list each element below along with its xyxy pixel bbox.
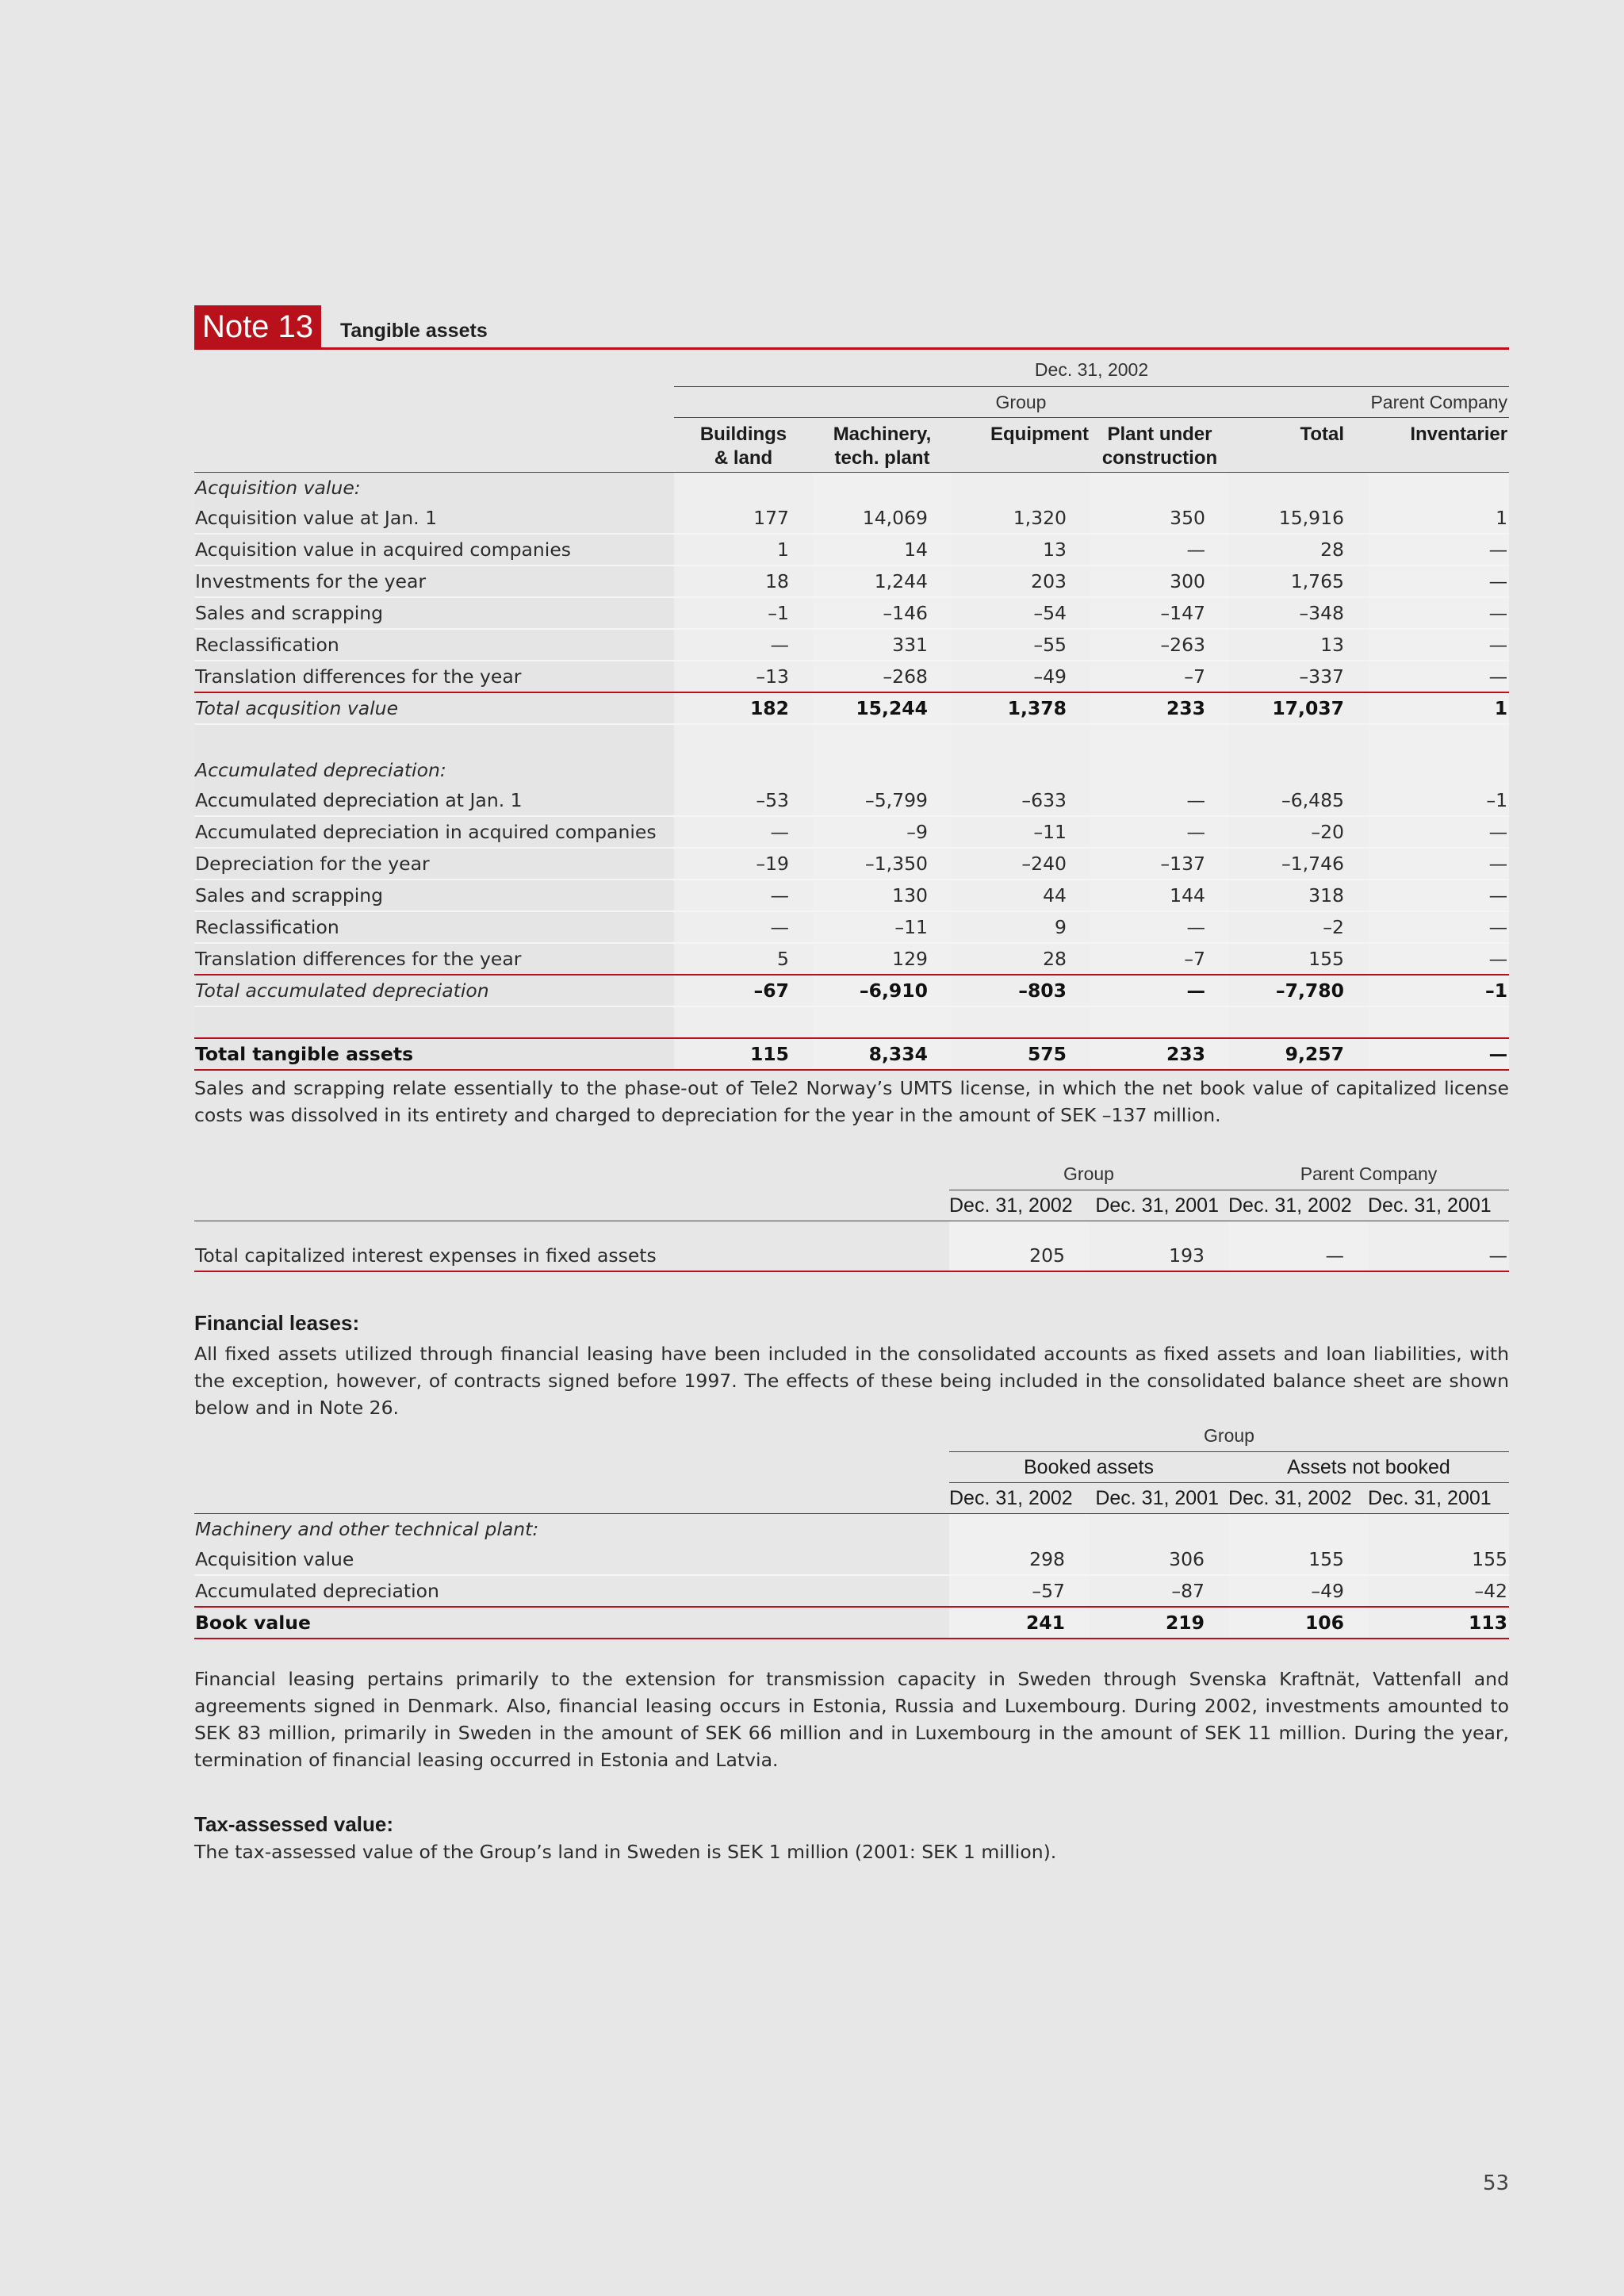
table-cell: — [1368,880,1509,911]
table-cell: — [1090,975,1229,1006]
t3-total-label: Book value [194,1607,949,1639]
table-cell: –67 [674,975,813,1006]
row-label: Investments for the year [194,565,674,597]
table-cell: 182 [674,692,813,724]
table-cell: –1,746 [1229,848,1368,880]
table-cell: 130 [813,880,952,911]
row-label: Translation differences for the year [194,661,674,692]
t2-date-4: Dec. 31, 2001 [1368,1190,1509,1221]
acq-heading: Acquisition value: [194,473,674,504]
table-row [194,880,1509,911]
parent-company-header: Parent Company [1368,387,1509,418]
table-cell: –53 [674,785,813,816]
table-cell: — [1368,661,1509,692]
t2-group-header: Group [949,1158,1228,1190]
row-label: Sales and scrapping [194,597,674,629]
table-cell: — [674,629,813,661]
table-cell: 44 [952,880,1090,911]
table-cell: –147 [1090,597,1229,629]
row-label: Acquisition value in acquired companies [194,534,674,565]
financial-leases-table [194,1420,1509,1639]
table-cell: 177 [674,503,813,534]
table-cell: 350 [1090,503,1229,534]
table-cell: 129 [813,943,952,975]
table-cell: 8,334 [813,1038,952,1070]
table-cell: 233 [1090,692,1229,724]
table-cell: –7 [1090,943,1229,975]
table-cell: 575 [952,1038,1090,1070]
table-cell: 203 [952,565,1090,597]
table-cell: –7,780 [1229,975,1368,1006]
row-label: Accumulated depreciation in acquired companies [194,816,674,848]
table-cell: 15,916 [1229,503,1368,534]
row-label: Depreciation for the year [194,848,674,880]
table-cell: — [1368,1038,1509,1070]
table-cell: — [1368,816,1509,848]
table-cell: –11 [813,911,952,943]
table-row [194,1544,1509,1575]
table-cell: — [674,880,813,911]
table-row [194,629,1509,661]
table-cell: — [1090,816,1229,848]
table-row [194,534,1509,565]
financial-leases-heading: Financial leases: [194,1311,360,1335]
table-row [194,503,1509,534]
table-cell: 331 [813,629,952,661]
booked-assets-header: Booked assets [949,1452,1228,1483]
table-cell: –49 [952,661,1090,692]
col-head-plant: Plant under construction [1090,418,1229,473]
t2-cell: 193 [1089,1240,1228,1271]
table-cell: — [674,816,813,848]
table-cell: –6,485 [1229,785,1368,816]
table-cell: 1,244 [813,565,952,597]
table-cell: 1,320 [952,503,1090,534]
row-label: Acquisition value at Jan. 1 [194,503,674,534]
t2-parent-header: Parent Company [1228,1158,1509,1190]
col-head-inventarier: Inventarier [1368,418,1509,473]
col-head-equipment: Equipment [952,418,1090,473]
table-row [194,1575,1509,1607]
table-cell: 15,244 [813,692,952,724]
table-cell: — [1368,848,1509,880]
t3-cell: 106 [1228,1607,1368,1639]
table-row [194,1038,1509,1070]
table-row [194,661,1509,692]
note-badge: Note 13 [194,305,321,348]
group-header: Group [674,387,1368,418]
sales-scrapping-note: Sales and scrapping relate essentially to the phase-out of Tele2 Norway’s UMTS license, in which the net book value of capitalized license costs was dissolved in its entirety and charged to depreciation for the year in the amount of SEK –137 million. [194,1077,1509,1126]
table-cell: –348 [1229,597,1368,629]
table-cell: –6,910 [813,975,952,1006]
table-row [194,565,1509,597]
t3-cell: –49 [1228,1575,1368,1607]
row-label: Reclassification [194,911,674,943]
table-cell: 5 [674,943,813,975]
table-cell: –9 [813,816,952,848]
table-cell: –55 [952,629,1090,661]
table-row [194,943,1509,975]
table-cell: –13 [674,661,813,692]
assets-not-booked-header: Assets not booked [1228,1452,1509,1483]
table-cell: –5,799 [813,785,952,816]
col-head-machinery: Machinery, tech. plant [813,418,952,473]
table-cell: 13 [1229,629,1368,661]
financial-leases-text: All fixed assets utilized through financial leasing have been included in the consolidated accounts as fixed assets and loan liabilities, with the exception, however, of contracts signed before 1997. The effects of these being included in the consolidated balance sheet are shown below and in Note 26. [194,1343,1509,1419]
table-row [194,785,1509,816]
col-head-buildings: Buildings & land [674,418,813,473]
note-title: Tangible assets [340,320,488,342]
t2-cell: — [1368,1240,1509,1271]
table-cell: 115 [674,1038,813,1070]
table-cell: — [1368,629,1509,661]
t3-date-1: Dec. 31, 2002 [949,1483,1089,1514]
table-cell: — [1090,911,1229,943]
table-cell: 144 [1090,880,1229,911]
table-cell: –337 [1229,661,1368,692]
table-cell: 155 [1229,943,1368,975]
table-row [194,975,1509,1006]
table-cell: — [1368,534,1509,565]
table-cell: –1,350 [813,848,952,880]
table-cell: — [1368,597,1509,629]
row-label: Total acqusition value [194,692,674,724]
table-cell: 28 [1229,534,1368,565]
table-cell: — [1090,785,1229,816]
row-label: Sales and scrapping [194,880,674,911]
t3-cell: –42 [1368,1575,1509,1607]
dep-heading: Accumulated depreciation: [194,755,674,785]
date-header: Dec. 31, 2002 [674,353,1509,387]
table-cell: –19 [674,848,813,880]
note-header [194,305,1509,350]
table-cell: –7 [1090,661,1229,692]
table-cell: –137 [1090,848,1229,880]
table-row [194,692,1509,724]
t3-cell: 155 [1228,1544,1368,1575]
table-cell: 14 [813,534,952,565]
table-row [194,848,1509,880]
tax-assessed-text: The tax-assessed value of the Group’s land in Sweden is SEK 1 million (2001: SEK 1 million). [194,1841,1057,1863]
t3-date-4: Dec. 31, 2001 [1368,1483,1509,1514]
table-cell: 318 [1229,880,1368,911]
tangible-assets-table [194,353,1509,1071]
tax-assessed-heading: Tax-assessed value: [194,1812,393,1836]
t3-cell: 155 [1368,1544,1509,1575]
table-cell: 1 [1368,692,1509,724]
note-rule [194,347,1509,350]
row-label: Total accumulated depreciation [194,975,674,1006]
t3-date-2: Dec. 31, 2001 [1089,1483,1228,1514]
table-cell: — [1368,911,1509,943]
table-cell: –1 [1368,785,1509,816]
t2-cell: — [1228,1240,1368,1271]
table-cell: 1 [1368,503,1509,534]
t2-row-label: Total capitalized interest expenses in fixed assets [194,1240,949,1271]
table-cell: — [1368,565,1509,597]
table-row [194,911,1509,943]
table-cell: –1 [1368,975,1509,1006]
t3-row-label: Acquisition value [194,1544,949,1575]
table-row [194,816,1509,848]
table-cell: 13 [952,534,1090,565]
table-cell: –11 [952,816,1090,848]
t2-date-1: Dec. 31, 2002 [949,1190,1089,1221]
table-cell: –633 [952,785,1090,816]
t3-cell: –57 [949,1575,1089,1607]
table-cell: –263 [1090,629,1229,661]
row-label: Accumulated depreciation at Jan. 1 [194,785,674,816]
table-cell: — [1090,534,1229,565]
table-cell: –240 [952,848,1090,880]
table-row [194,597,1509,629]
capitalized-interest-table [194,1158,1509,1272]
table-cell: 1,765 [1229,565,1368,597]
row-label: Reclassification [194,629,674,661]
t3-cell: 306 [1089,1544,1228,1575]
t2-date-2: Dec. 31, 2001 [1089,1190,1228,1221]
table-cell: 14,069 [813,503,952,534]
row-label: Total tangible assets [194,1038,674,1070]
table-cell: 233 [1090,1038,1229,1070]
t3-cell: 113 [1368,1607,1509,1639]
t3-cell: 298 [949,1544,1089,1575]
table-cell: –54 [952,597,1090,629]
row-label: Translation differences for the year [194,943,674,975]
col-head-total: Total [1229,418,1368,473]
table-cell: –268 [813,661,952,692]
table-row [194,1607,1509,1639]
table-cell: — [1368,943,1509,975]
financial-leasing-note: Financial leasing pertains primarily to the extension for transmission capacity in Sweden through Svenska Kraftnät, Vattenfall and agreements signed in Denmark. Also, financial leasing occurs in Estonia, Russia and Luxembourg. During 2002, investments amounted to SEK 83 million, primarily in Sweden in the amount of SEK 66 million and in Luxembourg in the amount of SEK 11 million. During the year, termination of financial leasing occurred in Estonia and Latvia. [194,1668,1509,1771]
page-number: 53 [1483,2171,1510,2195]
t3-row-label: Accumulated depreciation [194,1575,949,1607]
table-cell: — [674,911,813,943]
table-cell: 1,378 [952,692,1090,724]
t3-heading: Machinery and other technical plant: [195,1518,539,1540]
table-cell: 17,037 [1229,692,1368,724]
table-cell: 28 [952,943,1090,975]
table-cell: 9,257 [1229,1038,1368,1070]
table-cell: –146 [813,597,952,629]
t3-cell: 219 [1089,1607,1228,1639]
table-cell: 1 [674,534,813,565]
table-cell: 9 [952,911,1090,943]
t3-cell: 241 [949,1607,1089,1639]
table-cell: –1 [674,597,813,629]
t3-cell: –87 [1089,1575,1228,1607]
table-cell: 300 [1090,565,1229,597]
table-cell: 18 [674,565,813,597]
table-cell: –803 [952,975,1090,1006]
table-cell: –20 [1229,816,1368,848]
t3-date-3: Dec. 31, 2002 [1228,1483,1368,1514]
t2-date-3: Dec. 31, 2002 [1228,1190,1368,1221]
t2-cell: 205 [949,1240,1089,1271]
table-row [194,1240,1509,1271]
t3-group-header: Group [949,1420,1509,1452]
table-cell: –2 [1229,911,1368,943]
